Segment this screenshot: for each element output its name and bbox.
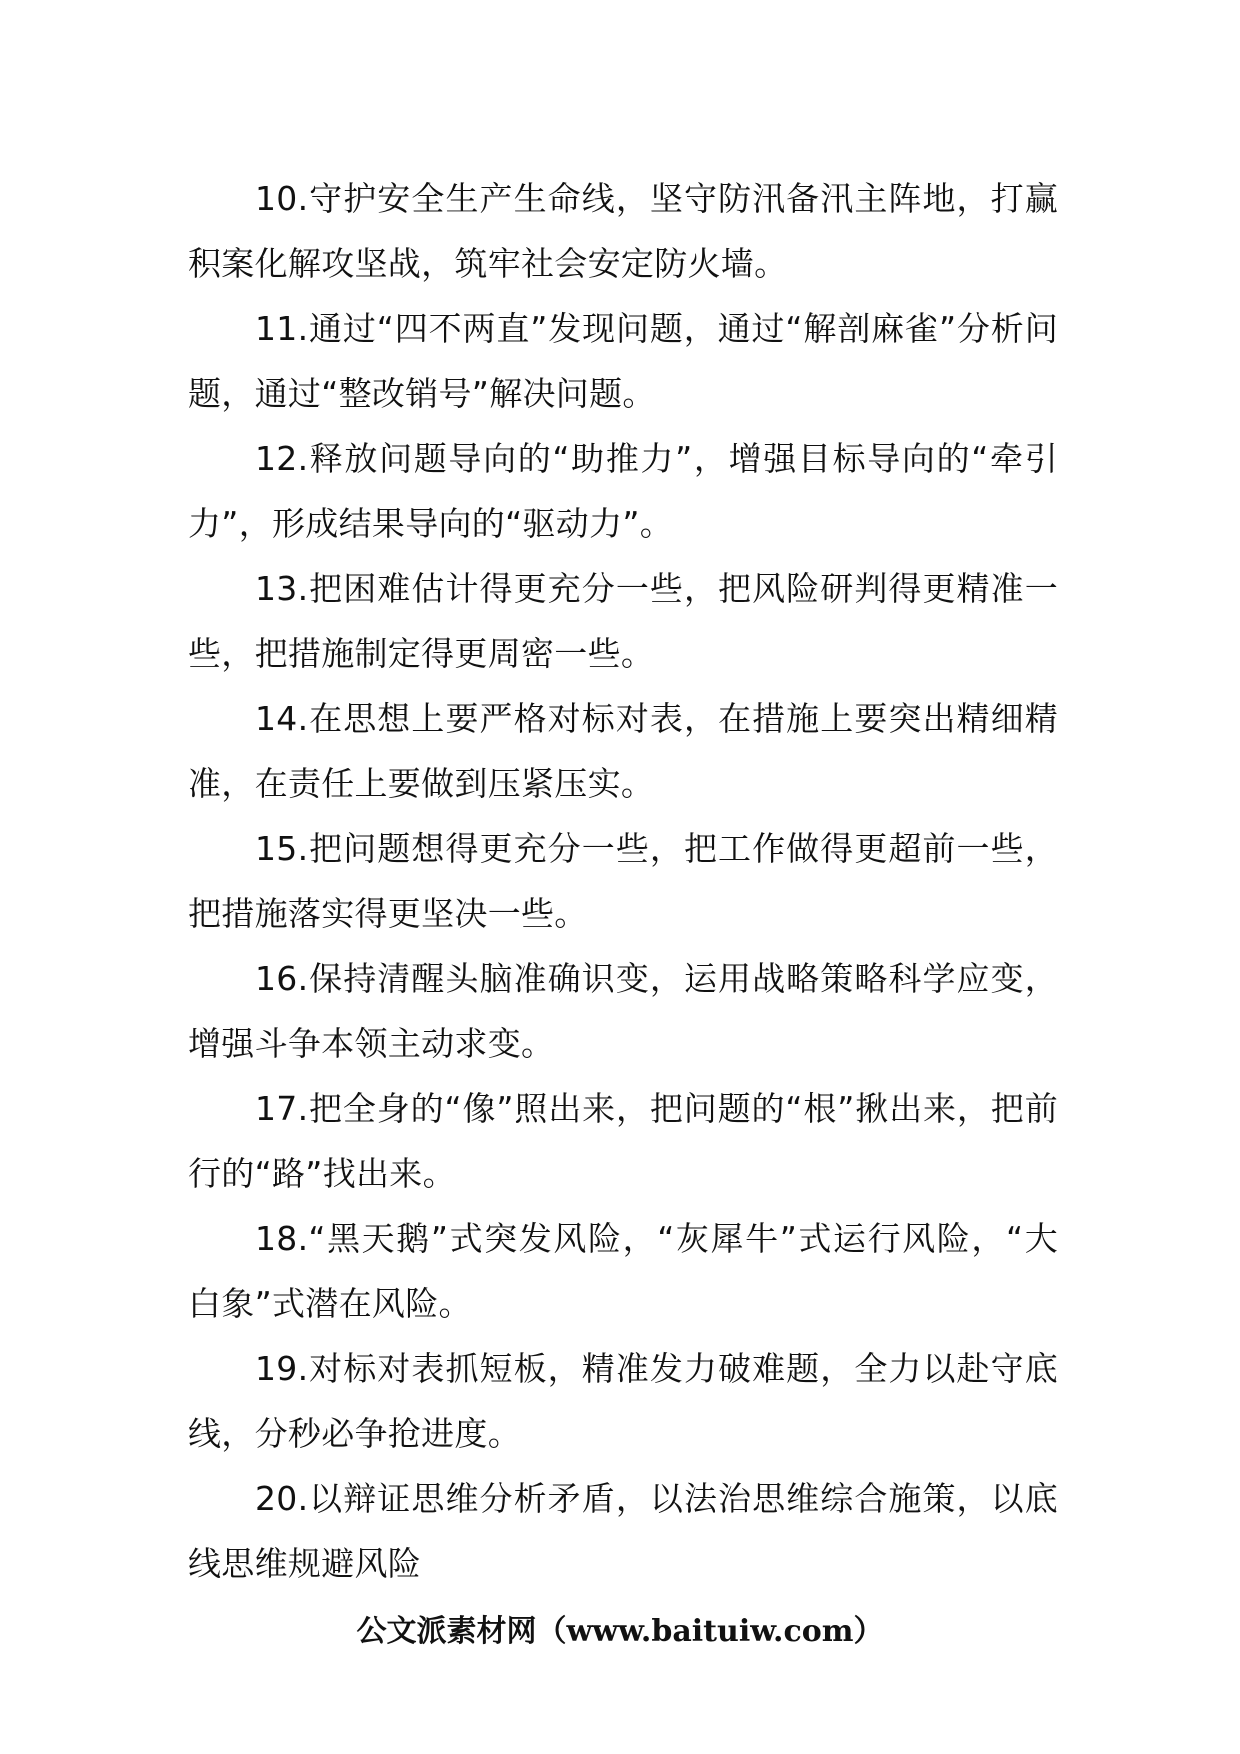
document-body — [188, 166, 1058, 1596]
paragraph-item-20: 20.以辩证思维分析矛盾，以法治思维综合施策，以底线思维规避风险 — [188, 1479, 1058, 1583]
paragraph-item-12: 12.释放问题导向的“助推力”，增强目标导向的“牵引力”，形成结果导向的“驱动力”。 — [188, 439, 1058, 543]
paragraph-item-18: 18.“黑天鹅”式突发风险，“灰犀牛”式运行风险，“大白象”式潜在风险。 — [188, 1219, 1058, 1323]
paragraph-item-13: 13.把困难估计得更充分一些，把风险研判得更精准一些，把措施制定得更周密一些。 — [188, 569, 1058, 673]
paragraph-item-17: 17.把全身的“像”照出来，把问题的“根”揪出来，把前行的“路”找出来。 — [188, 1089, 1058, 1193]
paragraph-item-15: 15.把问题想得更充分一些，把工作做得更超前一些，把措施落实得更坚决一些。 — [188, 829, 1058, 933]
paragraph-item-11: 11.通过“四不两直”发现问题，通过“解剖麻雀”分析问题，通过“整改销号”解决问题。 — [188, 309, 1058, 413]
paragraph-item-10: 10.守护安全生产生命线，坚守防汛备汛主阵地，打赢积案化解攻坚战，筑牢社会安定防火墙。 — [188, 179, 1058, 283]
paragraph-item-16: 16.保持清醒头脑准确识变，运用战略策略科学应变，增强斗争本领主动求变。 — [188, 959, 1058, 1063]
paragraph-item-14: 14.在思想上要严格对标对表，在措施上要突出精细精准，在责任上要做到压紧压实。 — [188, 699, 1058, 803]
paragraph-item-19: 19.对标对表抓短板，精准发力破难题，全力以赴守底线，分秒必争抢进度。 — [188, 1349, 1058, 1453]
footer-source-label: 公文派素材网（www.baituiw.com） — [356, 1614, 884, 1649]
